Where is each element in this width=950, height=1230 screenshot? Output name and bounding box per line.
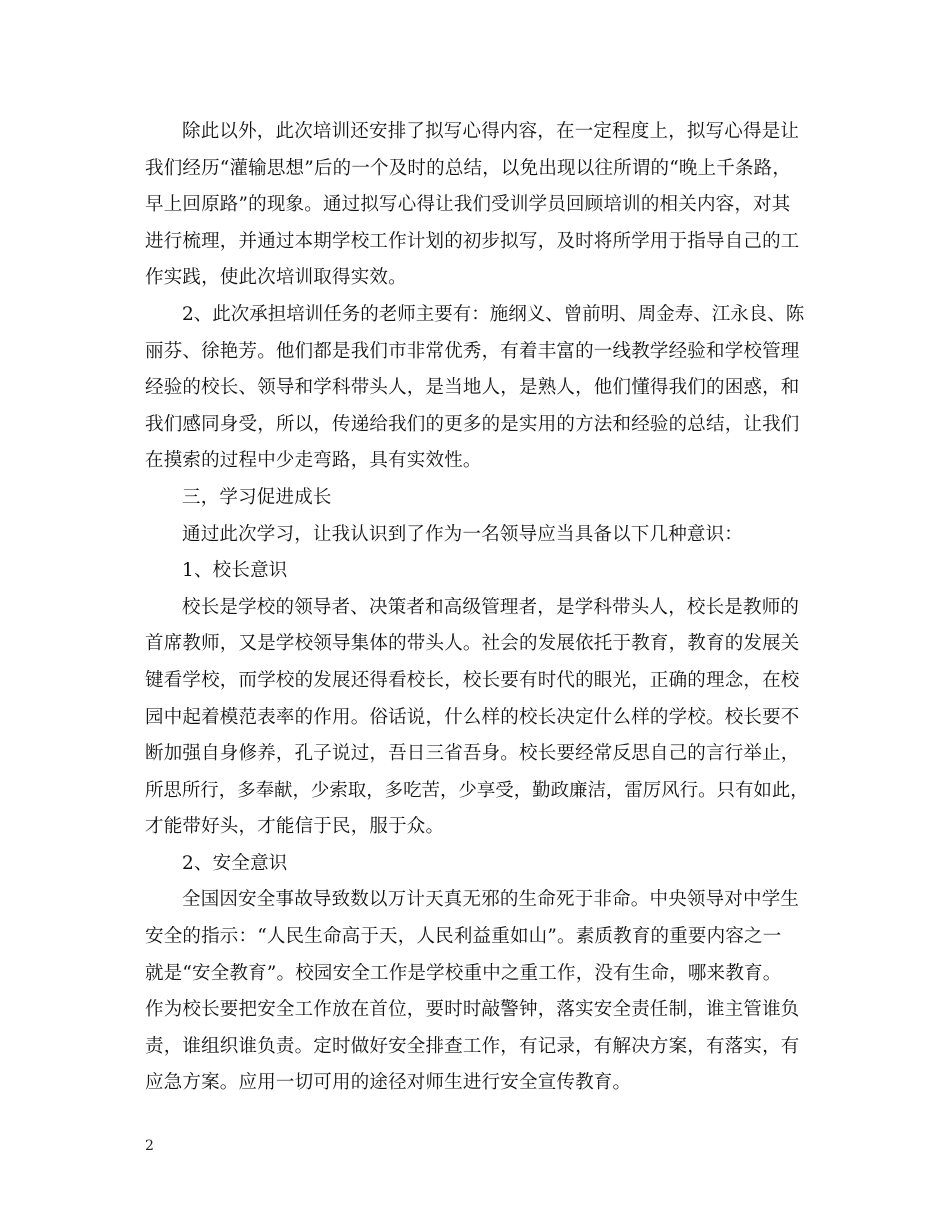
text-line: 作为校长要把安全工作放在首位，要时时敲警钟，落实安全责任制，谁主管谁负 [145, 999, 800, 1021]
text-line: 丽芬、徐艳芳。他们都是我们市非常优秀，有着丰富的一线教学经验和学校管理 [145, 340, 800, 362]
text-line: 早上回原路”的现象。通过拟写心得让我们受训学员回顾培训的相关内容，对其 [145, 194, 791, 216]
text-line: 责，谁组织谁负责。定时做好安全排查工作，有记录，有解决方案，有落实，有 [145, 1035, 800, 1057]
text-line: 首席教师，又是学校领导集体的带头人。社会的发展依托于教育，教育的发展关 [145, 633, 800, 655]
paragraph-training-reflection [145, 114, 809, 297]
text-line: 我们感同身受，所以，传递给我们的更多的是实用的方法和经验的总结，让我们 [145, 413, 800, 435]
paragraph-intro-awareness [145, 517, 809, 554]
text-line: 经验的校长、领导和学科带头人，是当地人，是熟人，他们懂得我们的困惑，和 [145, 377, 800, 399]
text-line: 键看学校，而学校的发展还得看校长，校长要有时代的眼光，正确的理念，在校 [145, 669, 800, 691]
heading-text: 1、校长意识 [182, 560, 288, 582]
text-line: 在摸索的过程中少走弯路，具有实效性。 [145, 450, 482, 472]
subheading-safety-awareness [145, 846, 809, 883]
text-line: 就是“安全教育”。校园安全工作是学校重中之重工作，没有生命，哪来教育。 [145, 962, 782, 984]
text-line: 园中起着模范表率的作用。俗话说，什么样的校长决定什么样的学校。校长要不 [145, 706, 800, 728]
text-line: 校长是学校的领导者、决策者和高级管理者，是学科带头人，校长是教师的 [182, 596, 800, 618]
text-line: 安全的指示：“人民生命高于天，人民利益重如山”。素质教育的重要内容之一 [145, 926, 782, 948]
text-line: 作实践，使此次培训取得实效。 [145, 267, 407, 289]
heading-text: 2、安全意识 [182, 852, 288, 874]
text-line: 断加强自身修养，孔子说过，吾日三省吾身。校长要经常反思自己的言行举止， [145, 743, 800, 765]
text-line: 除此以外，此次培训还安排了拟写心得内容，在一定程度上，拟写心得是让 [182, 121, 800, 142]
text-line: 全国因安全事故导致数以万计天真无邪的生命死于非命。中央领导对中学生 [182, 889, 800, 911]
paragraph-trainers [145, 297, 809, 480]
text-line: 所思所行，多奉献，少索取，多吃苦，少享受，勤政廉洁，雷厉风行。只有如此， [145, 779, 809, 801]
text-line: 通过此次学习，让我认识到了作为一名领导应当具备以下几种意识： [182, 523, 744, 545]
document-body [145, 114, 809, 1102]
page-number: 2 [145, 1138, 154, 1154]
text-line: 应急方案。应用一切可用的途径对师生进行安全宣传教育。 [145, 1072, 632, 1094]
text-line: 2、此次承担培训任务的老师主要有：施纲义、曾前明、周金寿、江永良、陈 [182, 303, 805, 325]
paragraph-principal-awareness [145, 590, 809, 846]
text-line: 我们经历“灌输思想”后的一个及时的总结，以免出现以往所谓的“晚上千条路， [145, 157, 792, 179]
paragraph-safety-awareness [145, 882, 809, 1102]
text-line: 进行梳理，并通过本期学校工作计划的初步拟写，及时将所学用于指导自己的工 [145, 230, 800, 252]
text-line: 才能带好头，才能信于民，服于众。 [145, 816, 445, 838]
heading-text: 三，学习促进成长 [182, 486, 332, 508]
section-heading-learning [145, 480, 809, 517]
subheading-principal-awareness [145, 553, 809, 590]
